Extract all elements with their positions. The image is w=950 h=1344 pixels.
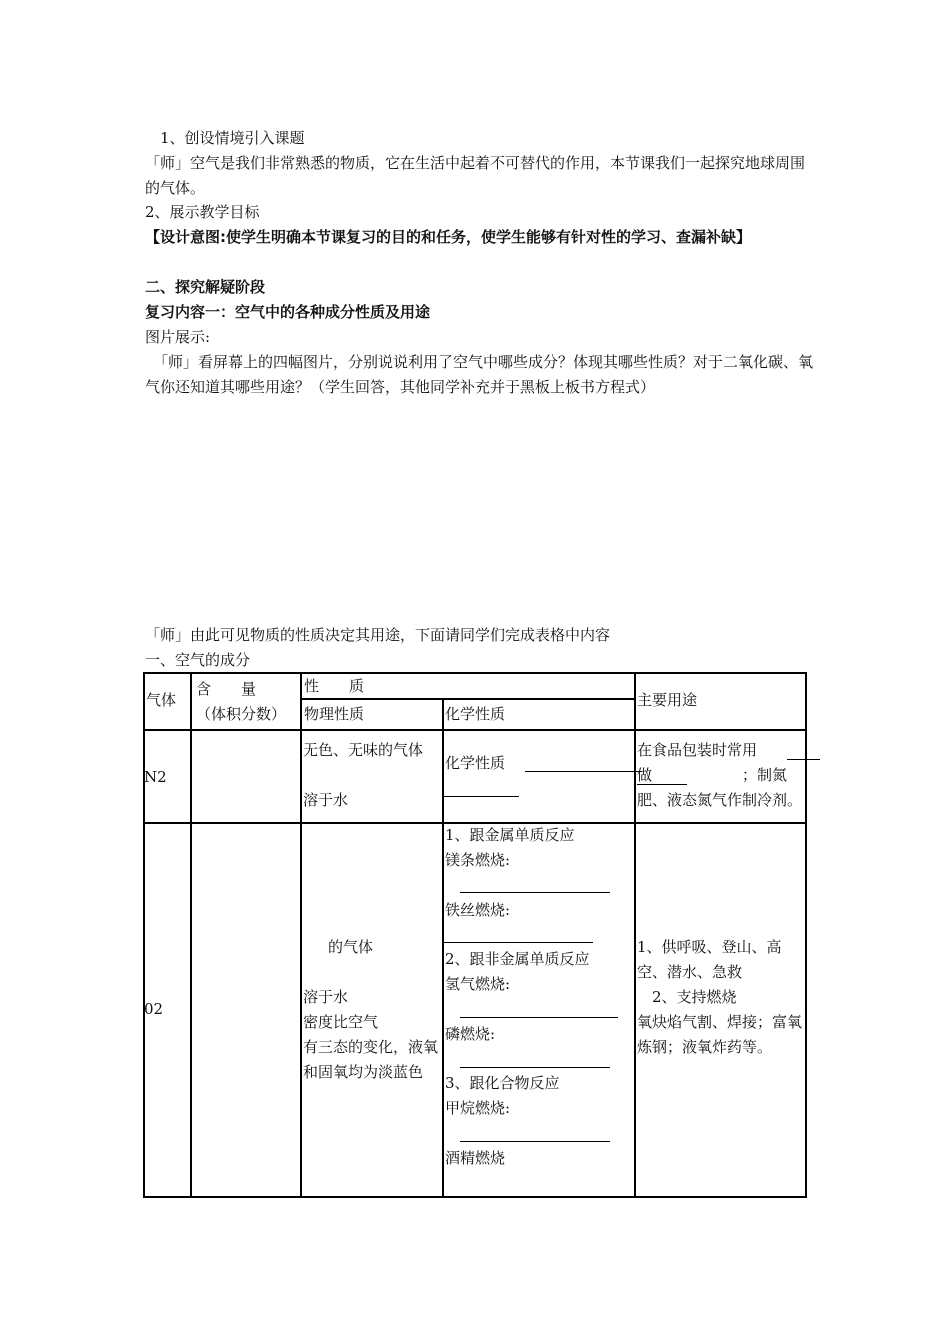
o2-physical-density: 密度比空气 <box>303 1013 379 1031</box>
o2-chem-compound: 3、跟化合物反应 <box>445 1074 560 1092</box>
n2-use-blank-1[interactable] <box>787 759 820 760</box>
o2-ch4-blank[interactable] <box>460 1141 610 1142</box>
item-create-context: 1、创设情境引入课题 <box>160 129 305 147</box>
header-gas: 气体 <box>146 691 177 709</box>
header-content: 含 量 <box>196 680 257 698</box>
o2-chem-p: 磷燃烧: <box>445 1025 496 1043</box>
o2-chem-h2: 氢气燃烧: <box>445 975 511 993</box>
header-physical: 物理性质 <box>304 705 365 723</box>
o2-fe-blank[interactable] <box>443 942 593 943</box>
teacher-intro-line: 「师」空气是我们非常熟悉的物质，它在生活中起着不可替代的作用，本节课我们一起探究地球周围的气体。 <box>145 154 806 197</box>
o2-use-applications: 氧炔焰气割、焊接；富氧炼钢；液氧炸药等。 <box>637 1013 803 1056</box>
o2-chem-fe: 铁丝燃烧: <box>445 901 511 919</box>
o2-mg-blank[interactable] <box>460 892 610 893</box>
header-chemical: 化学性质 <box>445 705 506 723</box>
o2-use-breathing: 1、供呼吸、登山、高空、潜水、急救 <box>637 938 782 981</box>
o2-chem-mg: 镁条燃烧: <box>445 851 511 869</box>
o2-chem-metal: 1、跟金属单质反应 <box>445 826 575 844</box>
teacher-question: 「师」看屏幕上的四幅图片，分别说说利用了空气中哪些成分？体现其哪些性质？对于二氧化碳、氧气你还知道其哪些用途？（学生回答，其他同学补充并于黑板上板书方程式） <box>145 353 814 396</box>
n2-physical-color: 无色、无味的气体 <box>303 741 424 759</box>
n2-chemical-label: 化学性质 <box>445 754 506 772</box>
n2-chemical-blank-2[interactable] <box>443 796 519 797</box>
gas-o2: 02 <box>144 1000 164 1018</box>
item-show-goals: 2、展示教学目标 <box>145 203 260 221</box>
o2-p-blank[interactable] <box>460 1067 610 1068</box>
o2-chem-nonmetal: 2、跟非金属单质反应 <box>445 950 590 968</box>
o2-physical-states: 有三态的变化，液氧和固氧均为淡蓝色 <box>303 1038 439 1081</box>
teacher-conclusion-line: 「师」由此可见物质的性质决定其用途，下面请同学们完成表格中内容 <box>145 626 611 644</box>
n2-chemical-blank-1[interactable] <box>525 771 642 772</box>
o2-h2-blank[interactable] <box>460 1017 618 1018</box>
table-title: 一、空气的成分 <box>145 651 251 669</box>
header-volume-fraction: （体积分数） <box>196 705 287 723</box>
gas-n2: N2 <box>144 768 167 786</box>
o2-physical-solubility: 溶于水 <box>303 988 349 1006</box>
header-main-use: 主要用途 <box>637 691 698 709</box>
design-intent: 【设计意图:使学生明确本节课复习的目的和任务，使学生能够有针对性的学习、查漏补缺】 <box>145 228 752 246</box>
header-property: 性 质 <box>304 677 365 695</box>
review-content-one: 复习内容一：空气中的各种成分性质及用途 <box>145 303 431 321</box>
n2-main-use: 在食品包装时常用做 ；制氮肥、液态氮气作制冷剂。 <box>637 741 803 809</box>
n2-use-blank-2[interactable] <box>637 784 687 785</box>
n2-physical-solubility: 溶于水 <box>303 791 349 809</box>
o2-chem-alcohol: 酒精燃烧 <box>445 1149 506 1167</box>
o2-physical-gas: 的气体 <box>328 938 374 956</box>
picture-display-label: 图片展示: <box>145 328 211 346</box>
section-heading-explore: 二、探究解疑阶段 <box>145 278 266 296</box>
o2-use-combustion: 2、支持燃烧 <box>652 988 737 1006</box>
o2-chem-ch4: 甲烷燃烧: <box>445 1099 511 1117</box>
